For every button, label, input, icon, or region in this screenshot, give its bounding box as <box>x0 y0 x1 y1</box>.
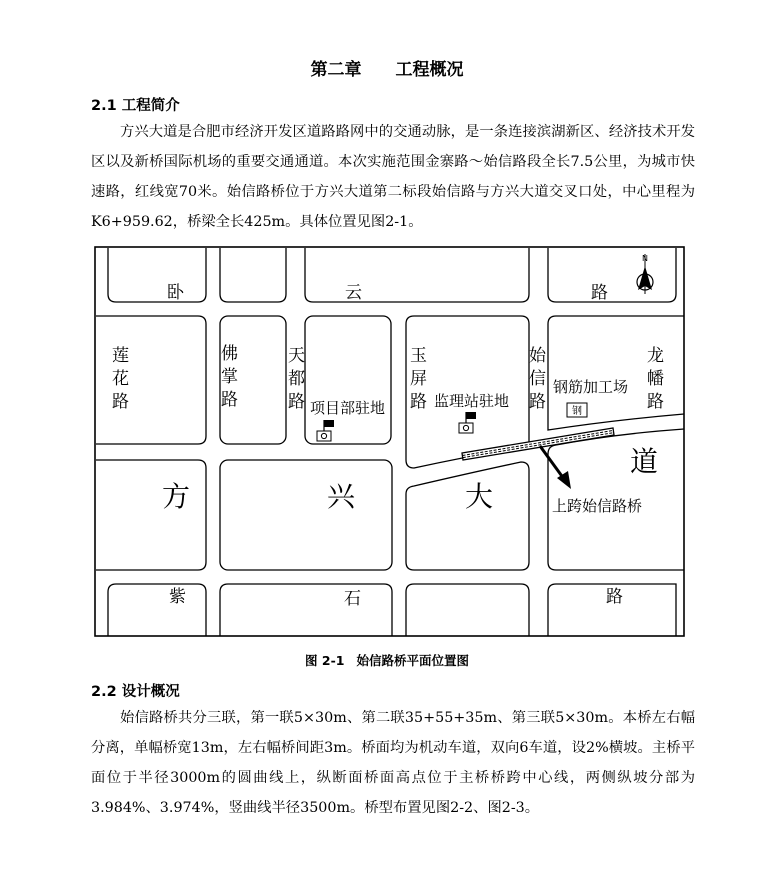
project-office-label: 项目部驻地 <box>310 399 386 417</box>
chapter-name: 工程概况 <box>395 60 464 80</box>
road-label-lianhua-3: 路 <box>112 392 129 412</box>
figure-caption <box>0 651 774 669</box>
road-label-shixin-2: 信 <box>529 369 546 389</box>
road-label-yuping-1: 玉 <box>410 346 427 366</box>
figure-number: 图 2-1 <box>305 653 345 668</box>
figure-title: 始信路桥平面位置图 <box>356 653 469 668</box>
road-label-yuping-2: 屏 <box>410 369 427 389</box>
rebar-yard-label: 钢筋加工场 <box>553 378 629 396</box>
road-label-longfan-1: 龙 <box>647 346 664 366</box>
road-label-tiandu-2: 都 <box>288 369 305 389</box>
road-label-shi: 石 <box>344 589 361 609</box>
section-paragraph-2-2: 始信路桥共分三联，第一联5×30m、第二联35+55+35m、第三联5×30m。本桥左右幅分离，单幅桥宽13m，左右幅桥间距3m。桥面均为机动车道，双向6车道，设2%横坡。主桥平面位于半径3000m的圆曲线上，纵断面桥面高点位于主桥桥跨中心线，两侧纵坡分部为3.984%、3.974%，竖曲线半径3500m。桥型布置见图2-2、图2-3。 <box>91 710 695 816</box>
road-label-yuping-3: 路 <box>410 392 427 412</box>
road-label-da: 大 <box>465 480 494 513</box>
road-label-longfan-2: 幡 <box>647 369 664 389</box>
road-label-shixin-1: 始 <box>529 346 546 366</box>
road-label-fozhang-2: 掌 <box>221 367 238 387</box>
chapter-title <box>0 55 774 80</box>
chapter-number: 第二章 <box>310 60 362 80</box>
section-paragraph-2-1: 方兴大道是合肥市经济开发区道路路网中的交通动脉，是一条连接滨湖新区、经济技术开发区以及新桥国际机场的重要交通通道。本次实施范围金寨路～始信路段全长7.5公里，为城市快速路，红线宽70米。始信路桥位于方兴大道第二标段始信路与方兴大道交叉口处，中心里程为K6+959.62，桥梁全长425m。具体位置见图2-1。 <box>91 124 695 230</box>
supervision-office-label: 监理站驻地 <box>434 392 510 410</box>
road-label-lu-bottom: 路 <box>606 587 623 607</box>
rebar-yard-mark: 钢 <box>572 406 582 417</box>
section-heading-2-2: 2.2 设计概况 <box>91 684 180 700</box>
road-label-zi: 紫 <box>169 587 186 607</box>
road-label-fozhang-3: 路 <box>221 390 238 410</box>
road-label-dao: 道 <box>630 445 659 478</box>
road-label-shixin-3: 路 <box>529 392 546 412</box>
bridge-label: 上跨始信路桥 <box>552 497 643 515</box>
road-label-xing: 兴 <box>327 480 356 513</box>
road-label-tiandu-3: 路 <box>288 392 305 412</box>
section-heading-2-1: 2.1 工程简介 <box>91 98 180 114</box>
road-label-yun: 云 <box>345 283 362 303</box>
road-label-lianhua-1: 莲 <box>112 346 129 366</box>
road-label-fang: 方 <box>162 480 191 513</box>
road-label-longfan-3: 路 <box>647 392 664 412</box>
road-label-fozhang-1: 佛 <box>221 344 238 364</box>
road-label-lianhua-2: 花 <box>112 369 129 389</box>
road-label-lu-top: 路 <box>591 283 608 303</box>
location-map <box>94 246 686 638</box>
north-label: N <box>642 254 648 263</box>
road-label-tiandu-1: 天 <box>288 346 305 366</box>
road-label-wo: 卧 <box>167 283 184 303</box>
rebar-yard-marker <box>567 403 587 417</box>
